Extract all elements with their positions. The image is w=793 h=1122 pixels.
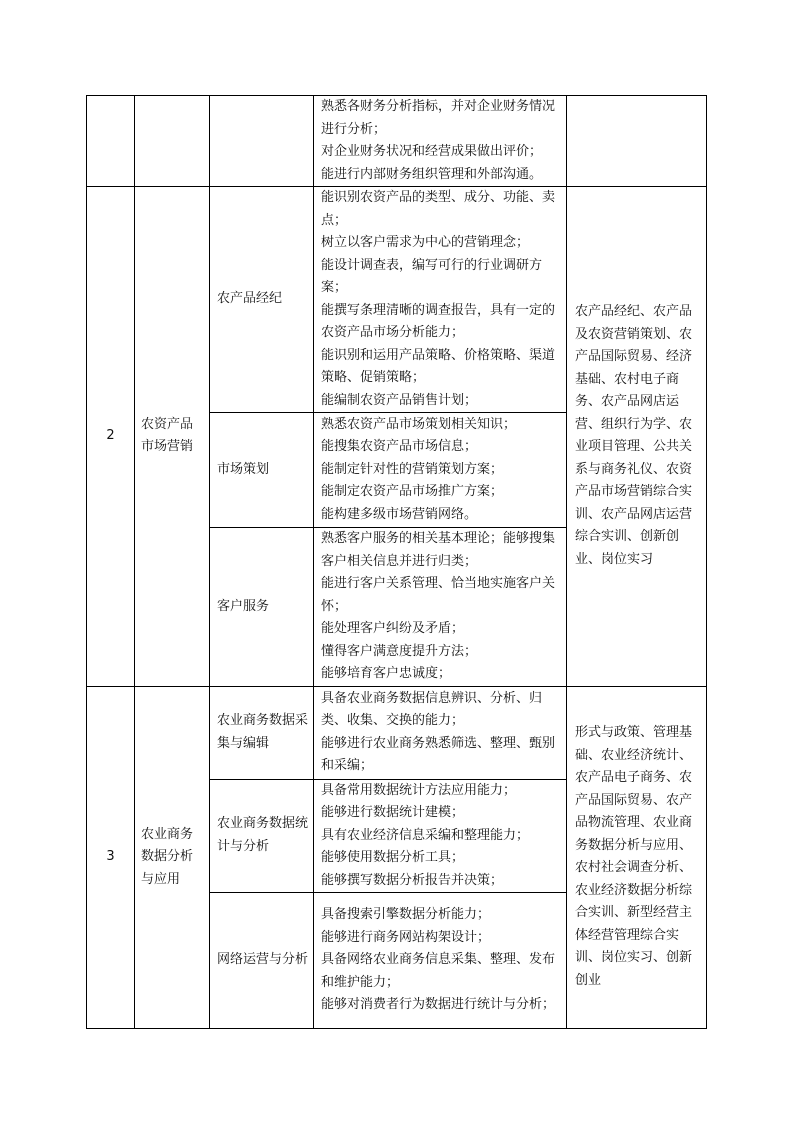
area-cell	[135, 96, 210, 187]
courses-cell: 农产品经纪、农产品及农资营销策划、农产品国际贸易、经济基础、农村电子商务、农产品网店运营、组织行为学、农业项目管理、公共关系与商务礼仪、农资产品市场营销综合实训、农产品网店运营综合实训、创新创业、岗位实习	[567, 187, 707, 687]
curriculum-table	[86, 95, 707, 1029]
ability-item: 能编制农资产品销售计划；	[321, 392, 478, 408]
ability-item: 能构建多级市场营销网络。	[321, 506, 478, 522]
ability-item: 能制定针对性的营销策划方案；	[321, 461, 504, 477]
ability-item: 能够进行农业商务熟悉筛选、整理、甄别和采编；	[321, 735, 556, 773]
table-row	[87, 96, 707, 187]
ability-item: 熟悉农资产品市场策划相关知识；	[321, 416, 517, 432]
ability-cell	[314, 528, 567, 687]
ability-item: 能制定农资产品市场推广方案；	[321, 484, 504, 500]
ability-item: 具备农业商务数据信息辨识、分析、归类、收集、交换的能力；	[321, 690, 543, 728]
ability-item: 具有农业经济信息采编和整理能力；	[321, 827, 530, 843]
ability-item: 具备常用数据统计方法应用能力；	[321, 782, 517, 798]
ability-cell	[314, 96, 567, 187]
sub-area-cell: 农业商务数据采集与编辑	[210, 686, 314, 779]
ability-item: 具备搜索引擎数据分析能力；	[321, 907, 491, 923]
ability-cell	[314, 893, 567, 1029]
ability-item: 具备网络农业商务信息采集、整理、发布和维护能力；	[321, 952, 556, 990]
sub-area-cell: 网络运营与分析	[210, 893, 314, 1029]
row-number-cell: 3	[87, 686, 135, 1029]
ability-item: 能搜集农资产品市场信息；	[321, 439, 478, 455]
ability-item: 能进行客户关系管理、恰当地实施客户关怀；	[321, 576, 556, 614]
ability-item: 能处理客户纠纷及矛盾；	[321, 621, 465, 636]
sub-area-cell: 农业商务数据统计与分析	[210, 779, 314, 893]
ability-item: 能够进行商务网站构架设计；	[321, 929, 491, 945]
ability-item: 能进行内部财务组织管理和外部沟通。	[321, 166, 543, 182]
ability-item: 能够使用数据分析工具；	[321, 850, 465, 865]
ability-item: 能够对消费者行为数据进行统计与分析；	[321, 997, 556, 1013]
courses-cell: 形式与政策、管理基础、农业经济统计、农产品电子商务、农产品国际贸易、农产品物流管理、农业商务数据分析与应用、农村社会调查分析、农业经济数据分析综合实训、新型经营主体经营管理综合实训、岗位实习、创新创业	[567, 686, 707, 1029]
sub-area-cell: 客户服务	[210, 528, 314, 687]
ability-cell	[314, 779, 567, 893]
table-row	[87, 187, 707, 413]
ability-cell	[314, 686, 567, 779]
area-cell: 农业商务数据分析与应用	[135, 686, 210, 1029]
table-row	[87, 686, 707, 779]
ability-item: 树立以客户需求为中心的营销理念；	[321, 235, 530, 250]
courses-cell	[567, 96, 707, 187]
ability-item: 能够撰写数据分析报告并决策；	[321, 872, 504, 888]
sub-area-cell: 市场策划	[210, 413, 314, 528]
sub-area-cell: 农产品经纪	[210, 187, 314, 413]
ability-item: 对企业财务状况和经营成果做出评价；	[321, 144, 543, 159]
row-number-cell	[87, 96, 135, 187]
ability-cell	[314, 187, 567, 413]
ability-item: 熟悉客户服务的相关基本理论；能够搜集客户相关信息并进行归类；	[321, 531, 556, 569]
row-number-cell: 2	[87, 187, 135, 687]
ability-item: 能设计调查表，编写可行的行业调研方案；	[321, 257, 543, 295]
ability-item: 能识别农资产品的类型、成分、功能、卖点；	[321, 190, 556, 228]
ability-item: 懂得客户满意度提升方法；	[321, 643, 478, 659]
ability-item: 能撰写条理清晰的调查报告，具有一定的农资产品市场分析能力；	[321, 302, 556, 340]
ability-item: 熟悉各财务分析指标，并对企业财务情况进行分析；	[321, 99, 556, 137]
area-cell: 农资产品市场营销	[135, 187, 210, 687]
sub-area-cell	[210, 96, 314, 187]
ability-item: 能识别和运用产品策略、价格策略、渠道策略、促销策略；	[321, 347, 556, 385]
ability-item: 能够进行数据统计建模；	[321, 805, 465, 820]
ability-item: 能够培育客户忠诚度；	[321, 666, 452, 681]
ability-cell	[314, 413, 567, 528]
